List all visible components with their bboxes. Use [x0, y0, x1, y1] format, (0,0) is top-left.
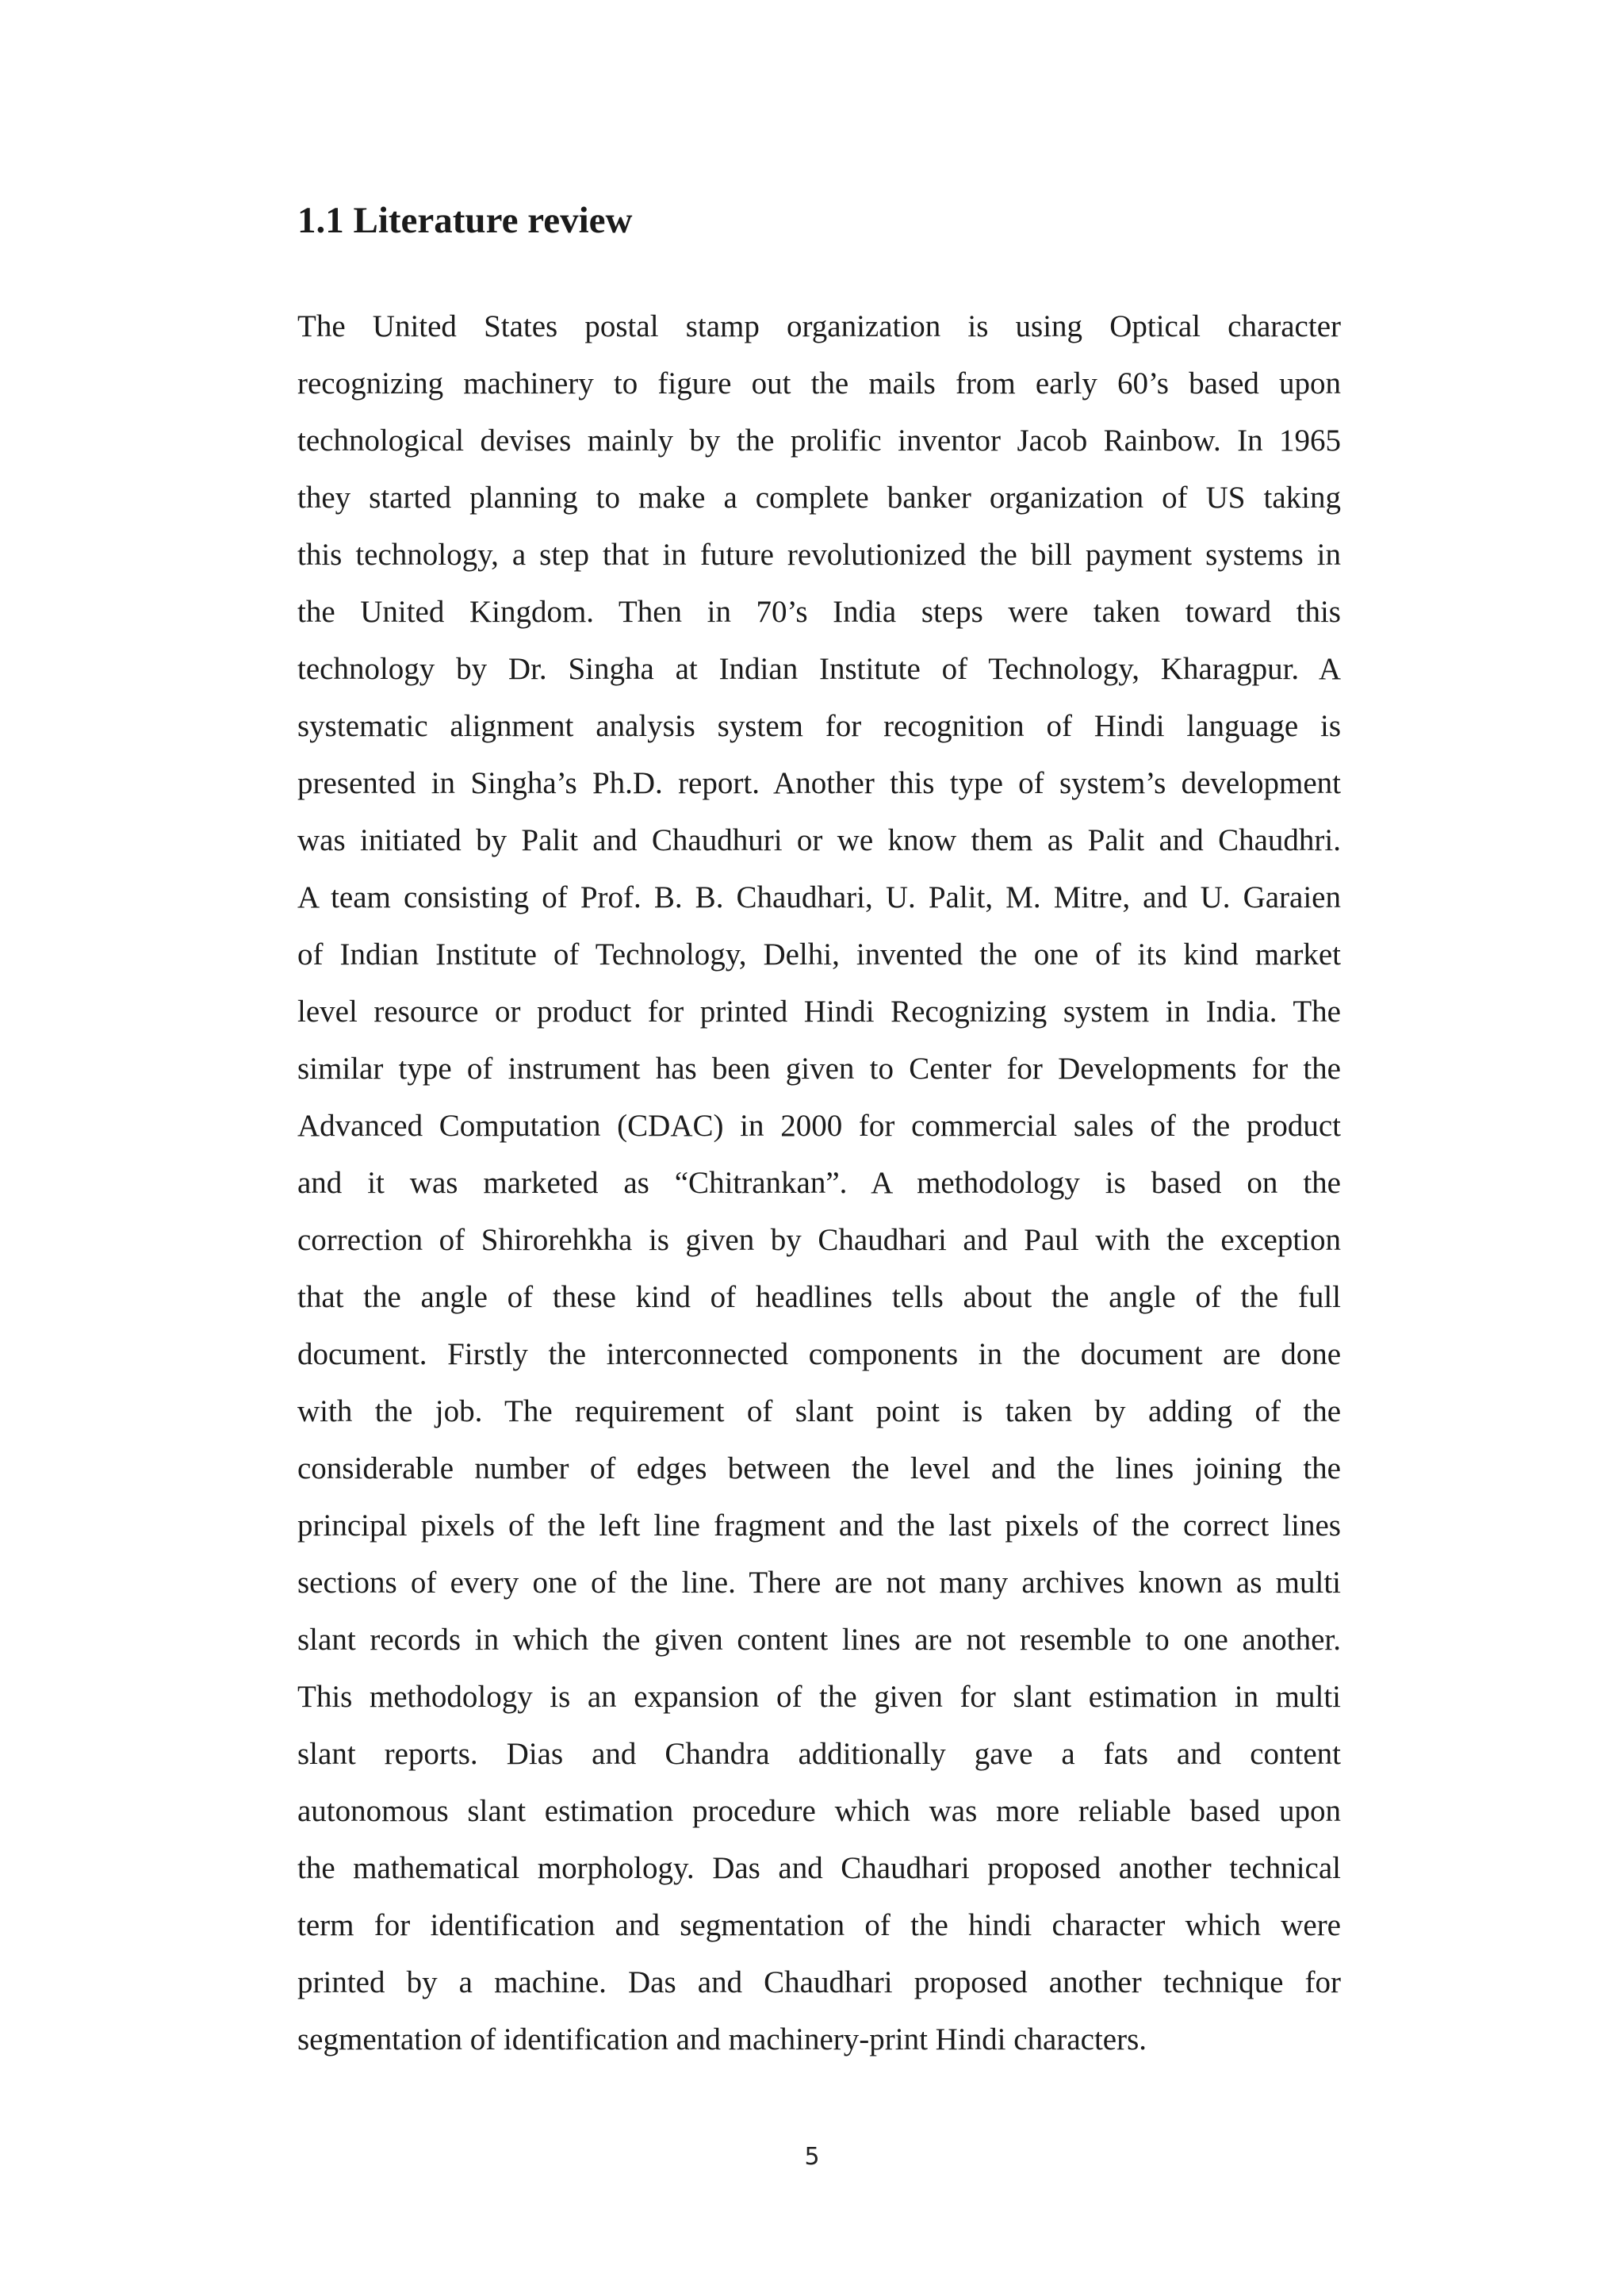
paragraph-line: and it was marketed as “Chitrankan”. A methodology is based on the — [297, 1166, 1341, 1200]
paragraph-line: the United Kingdom. Then in 70’s India steps were taken toward this — [297, 595, 1341, 629]
paragraph-line: segmentation of identification and machinery-print Hindi characters. — [297, 2022, 1147, 2056]
paragraph-line: This methodology is an expansion of the given for slant estimation in multi — [297, 1680, 1341, 1714]
paragraph-line: slant records in which the given content lines are not resemble to one another. — [297, 1623, 1341, 1657]
paragraph-line: term for identification and segmentation of the hindi character which were — [297, 1908, 1341, 1942]
paragraph-line: technology by Dr. Singha at Indian Institute of Technology, Kharagpur. A — [297, 652, 1341, 686]
paragraph-line: systematic alignment analysis system for recognition of Hindi language is — [297, 709, 1341, 743]
paragraph-line: A team consisting of Prof. B. B. Chaudhari, U. Palit, M. Mitre, and U. Garaien — [297, 880, 1341, 914]
section-heading: 1.1 Literature review — [297, 200, 633, 241]
paragraph-line: was initiated by Palit and Chaudhuri or we know them as Palit and Chaudhri. — [297, 823, 1341, 857]
paragraph-line: printed by a machine. Das and Chaudhari proposed another technique for — [297, 1965, 1341, 1999]
body-paragraph — [297, 298, 1341, 2068]
paragraph-line: of Indian Institute of Technology, Delhi, invented the one of its kind market — [297, 937, 1341, 972]
paragraph-line: they started planning to make a complete banker organization of US taking — [297, 481, 1341, 515]
paragraph-line: considerable number of edges between the level and the lines joining the — [297, 1451, 1341, 1485]
paragraph-line: level resource or product for printed Hindi Recognizing system in India. The — [297, 995, 1341, 1029]
paragraph-line: slant reports. Dias and Chandra additionally gave a fats and content — [297, 1737, 1341, 1771]
paragraph-line: document. Firstly the interconnected components in the document are done — [297, 1337, 1341, 1371]
paragraph-line: with the job. The requirement of slant point is taken by adding of the — [297, 1394, 1341, 1428]
paragraph-line: Advanced Computation (CDAC) in 2000 for commercial sales of the product — [297, 1109, 1341, 1143]
paragraph-line: autonomous slant estimation procedure which was more reliable based upon — [297, 1794, 1341, 1828]
paragraph-line: principal pixels of the left line fragment and the last pixels of the correct lines — [297, 1508, 1341, 1543]
paragraph-line: technological devises mainly by the prolific inventor Jacob Rainbow. In 1965 — [297, 424, 1341, 458]
paragraph-line: The United States postal stamp organization is using Optical character — [297, 309, 1341, 343]
paragraph-line: similar type of instrument has been given to Center for Developments for the — [297, 1052, 1341, 1086]
paragraph-line: this technology, a step that in future revolutionized the bill payment systems in — [297, 538, 1341, 572]
paragraph-line: correction of Shirorehkha is given by Chaudhari and Paul with the exception — [297, 1223, 1341, 1257]
page-number: 5 — [804, 2143, 820, 2171]
paragraph-line: recognizing machinery to figure out the mails from early 60’s based upon — [297, 366, 1341, 401]
paragraph-line: presented in Singha’s Ph.D. report. Another this type of system’s development — [297, 766, 1341, 800]
paragraph-line: sections of every one of the line. There are not many archives known as multi — [297, 1566, 1341, 1600]
paragraph-line: that the angle of these kind of headlines tells about the angle of the full — [297, 1280, 1341, 1314]
paragraph-line: the mathematical morphology. Das and Chaudhari proposed another technical — [297, 1851, 1341, 1885]
